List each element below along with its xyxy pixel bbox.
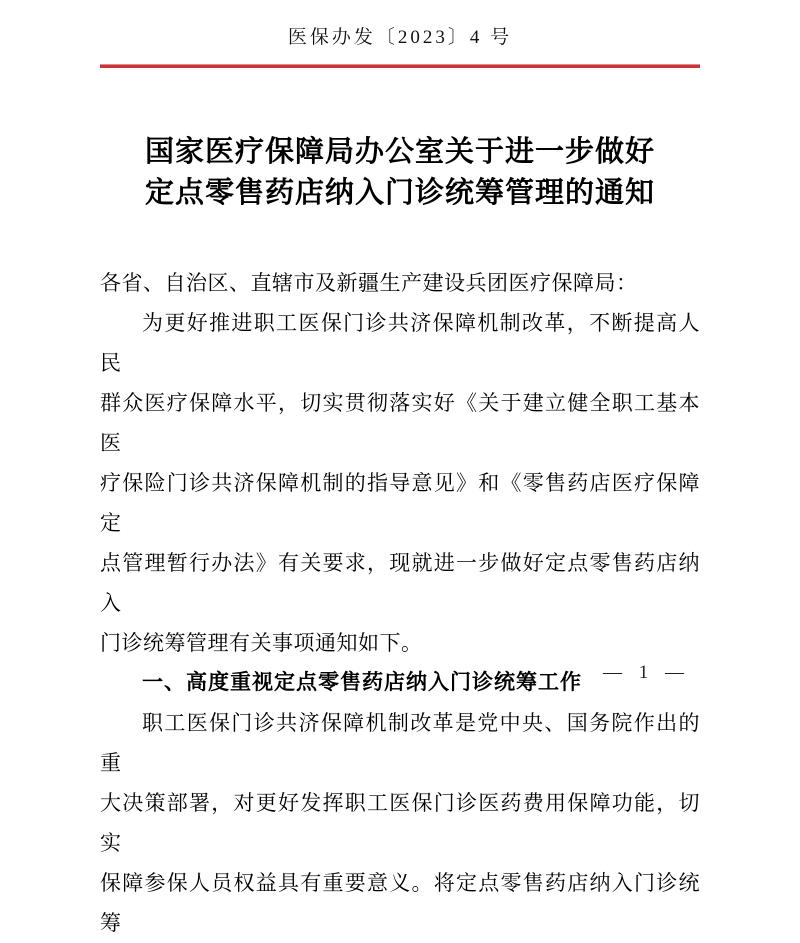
doc-number: 医保办发〔2023〕4 号 (287, 27, 513, 48)
doc-title-line2: 定点零售药店纳入门诊统筹管理的通知 (144, 177, 655, 209)
document-body (100, 263, 700, 943)
body-line: 保障参保人员权益具有重要意义。将定点零售药店纳入门诊统筹 (100, 871, 700, 935)
body-line: 点管理暂行办法》有关要求，现就进一步做好定点零售药店纳入 (100, 551, 700, 615)
body-line: 职工医保门诊共济保障机制改革是党中央、国务院作出的重 (100, 711, 700, 775)
section-heading-1: 一、高度重视定点零售药店纳入门诊统筹工作 (142, 671, 582, 694)
doc-title (0, 132, 800, 214)
body-line: 群众医疗保障水平，切实贯彻落实好《关于建立健全职工基本医 (100, 391, 700, 455)
doc-title-line1: 国家医疗保障局办公室关于进一步做好 (144, 136, 655, 168)
body-line: 为更好推进职工医保门诊共济保障机制改革，不断提高人民 (100, 311, 700, 375)
body-line: 疗保险门诊共济保障机制的指导意见》和《零售药店医疗保障定 (100, 471, 700, 535)
red-divider-line (100, 64, 700, 68)
salutation-line: 各省、自治区、直辖市及新疆生产建设兵团医疗保障局： (100, 271, 638, 295)
page-number: — 1 — (603, 662, 690, 683)
body-line: 大决策部署，对更好发挥职工医保门诊医药费用保障功能，切实 (100, 791, 700, 855)
body-line: 门诊统筹管理有关事项通知如下。 (100, 631, 423, 655)
